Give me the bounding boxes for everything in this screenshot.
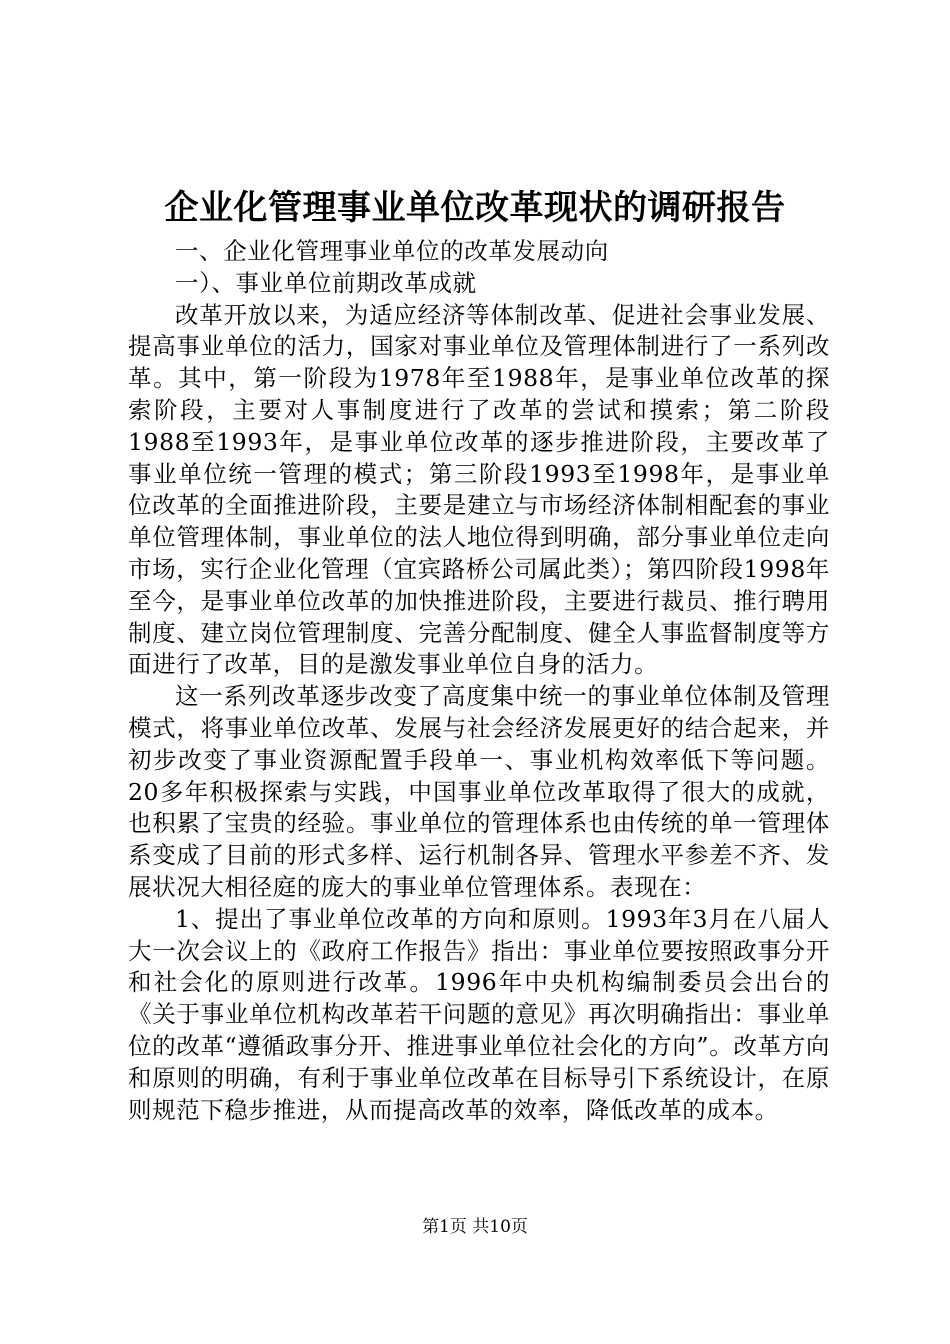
page-number-footer: 第1页 共10页: [422, 1217, 528, 1237]
document-title: 企业化管理事业单位改革现状的调研报告: [164, 188, 786, 228]
paragraph: 1、提出了事业单位改革的方向和原则。1993年3月在八届人大一次会议上的《政府工作报告》指出：事业单位要按照政事分开和社会化的原则进行改革。1996年中央机构编制委员会出台的《关于事业单位机构改革若干问题的意见》再次明确指出：事业单位的改革“遵循政事分开、推进事业单位社会化的方向”。改革方向和原则的明确，有利于事业单位改革在目标导引下系统设计，在原则规范下稳步推进，从而提高改革的效率，降低改革的成本。: [128, 904, 830, 1124]
subsection-heading: 一）、事业单位前期改革成就: [175, 268, 477, 297]
paragraph: 改革开放以来，为适应经济等体制改革、促进社会事业发展、提高事业单位的活力，国家对事业单位及管理体制进行了一系列改革。其中，第一阶段为1978年至1988年，是事业单位改革的探索阶段，主要对人事制度进行了改革的尝试和摸索；第二阶段1988至1993年，是事业单位改革的逐步推进阶段，主要改革了事业单位统一管理的模式；第三阶段1993至1998年，是事业单位改革的全面推进阶段，主要是建立与市场经济体制相配套的事业单位管理体制，事业单位的法人地位得到明确，部分事业单位走向市场，实行企业化管理（宜宾路桥公司属此类）；第四阶段1998年至今，是事业单位改革的加快推进阶段，主要进行裁员、推行聘用制度、建立岗位管理制度、完善分配制度、健全人事监督制度等方面进行了改革，目的是激发事业单位自身的活力。: [128, 300, 830, 679]
paragraph: 这一系列改革逐步改变了高度集中统一的事业单位体制及管理模式，将事业单位改革、发展与社会经济发展更好的结合起来，并初步改变了事业资源配置手段单一、事业机构效率低下等问题。20多年积极探索与实践，中国事业单位改革取得了很大的成就，也积累了宝贵的经验。事业单位的管理体系也由传统的单一管理体系变成了目前的形式多样、运行机制各异、管理水平参差不齐、发展状况大相径庭的庞大的事业单位管理体系。表现在：: [128, 682, 830, 901]
section-heading: 一、企业化管理事业单位的改革发展动向: [175, 237, 609, 265]
document-body: [128, 236, 830, 1126]
